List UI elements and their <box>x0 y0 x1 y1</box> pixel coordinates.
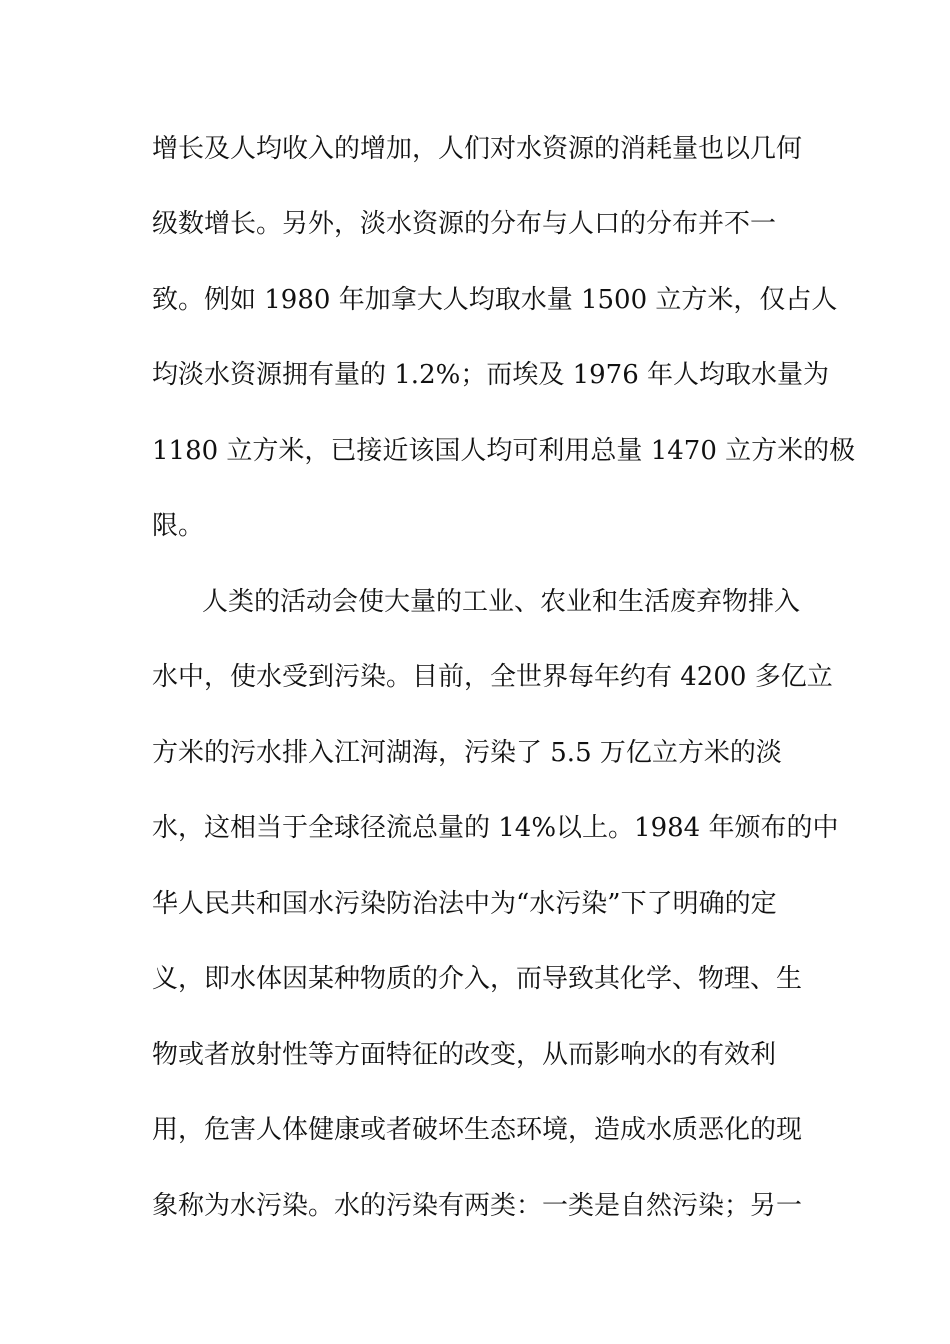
paragraph-first-line: 人类的活动会使大量的工业、农业和生活废弃物排入 <box>202 587 801 617</box>
text-line: 水，这相当于全球径流总量的 14%以上。1984 年颁布的中 <box>152 813 839 843</box>
text-line: 水中，使水受到污染。目前，全世界每年约有 4200 多亿立 <box>152 662 833 692</box>
text-line: 级数增长。另外，淡水资源的分布与人口的分布并不一 <box>152 209 777 239</box>
text-line: 方米的污水排入江河湖海，污染了 5.5 万亿立方米的淡 <box>152 738 782 768</box>
text-line: 限。 <box>152 511 205 541</box>
text-line: 均淡水资源拥有量的 1.2%；而埃及 1976 年人均取水量为 <box>152 360 830 390</box>
text-line: 1180 立方米，已接近该国人均可利用总量 1470 立方米的极 <box>152 436 856 466</box>
text-line: 致。例如 1980 年加拿大人均取水量 1500 立方米，仅占人 <box>152 285 838 315</box>
text-line: 增长及人均收入的增加，人们对水资源的消耗量也以几何 <box>152 134 803 164</box>
text-line: 象称为水污染。水的污染有两类：一类是自然污染；另一 <box>152 1191 803 1221</box>
text-line: 物或者放射性等方面特征的改变，从而影响水的有效利 <box>152 1040 777 1070</box>
text-line: 华人民共和国水污染防治法中为“水污染”下了明确的定 <box>152 889 777 919</box>
text-line: 用，危害人体健康或者破坏生态环境，造成水质恶化的现 <box>152 1115 803 1145</box>
text-line: 义，即水体因某种物质的介入，而导致其化学、物理、生 <box>152 964 803 994</box>
